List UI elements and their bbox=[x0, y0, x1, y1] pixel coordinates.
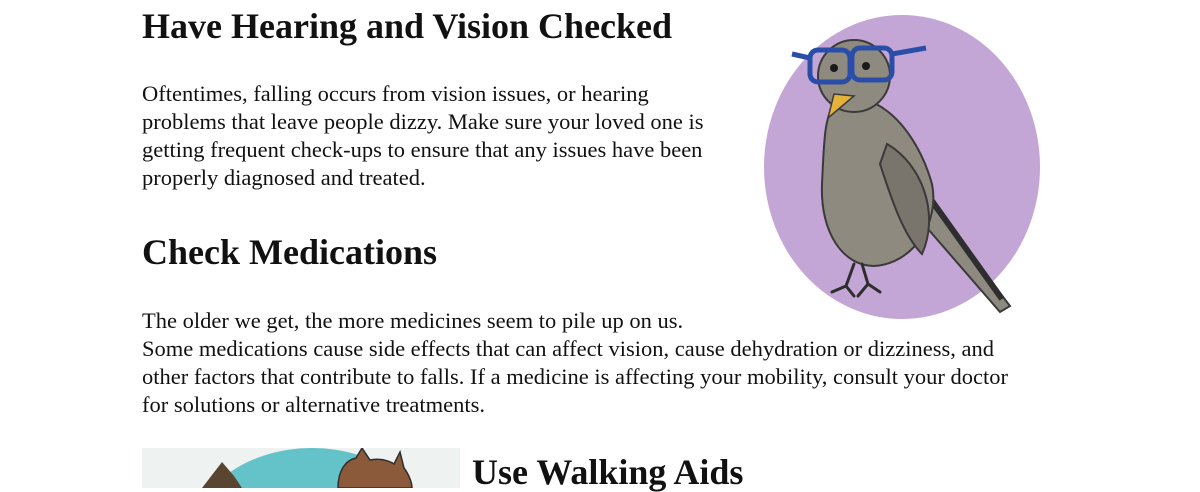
paragraph-line: other factors that contribute to falls. If a medicine is affecting your mobility, consult your doctor bbox=[142, 364, 1009, 389]
paragraph-line: problems that leave people dizzy. Make sure your loved one is bbox=[142, 109, 704, 134]
section-heading-walking-aids: Use Walking Aids bbox=[472, 452, 744, 492]
bird-with-glasses-illustration bbox=[762, 14, 1042, 320]
paragraph-line: properly diagnosed and treated. bbox=[142, 165, 426, 190]
paragraph-line: Oftentimes, falling occurs from vision issues, or hearing bbox=[142, 81, 649, 106]
cat-illustration bbox=[142, 448, 460, 488]
paragraph-line: Some medications cause side effects that can affect vision, cause dehydration or dizziness, and bbox=[142, 336, 995, 361]
section-heading-hearing-vision: Have Hearing and Vision Checked bbox=[142, 6, 673, 46]
section-heading-medications: Check Medications bbox=[142, 232, 437, 272]
paragraph-line: The older we get, the more medicines seem to pile up on us. bbox=[142, 308, 684, 333]
paragraph-line: for solutions or alternative treatments. bbox=[142, 392, 486, 417]
paragraph-medications bbox=[142, 307, 1008, 419]
paragraph-line: getting frequent check-ups to ensure that any issues have been bbox=[142, 137, 703, 162]
paragraph-hearing-vision bbox=[142, 80, 704, 192]
